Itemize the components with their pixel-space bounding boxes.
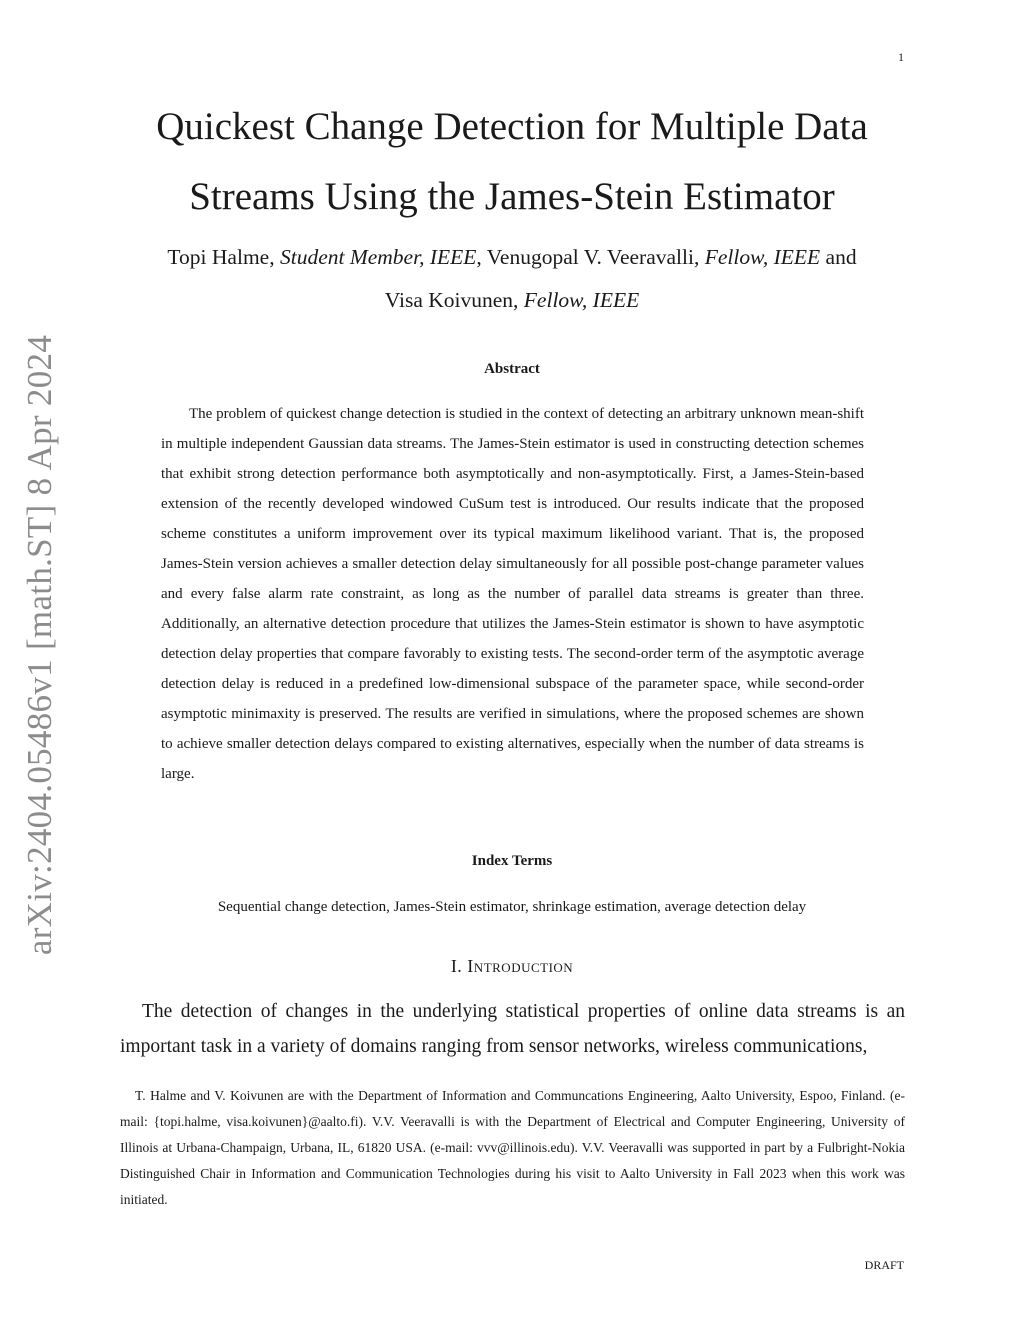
author-affiliation-footnote: T. Halme and V. Koivunen are with the Department of Information and Communcations Engineering, Aalto University, Espoo, Finland. (e-mail: {topi.halme, visa.koivunen}@aalto.fi). V.V. Veeravalli is with the Department of Electrical and Computer Engineering, University of Illinois at Urbana-Champaign, Urbana, IL, 61820 USA. (e-mail: vvv@illinois.edu). V.V. Veeravalli was supported in part by a Fulbright-Nokia Distinguished Chair in Information and Communication Technologies during his visit to Aalto University in Fall 2023 when this work was initiated. (120, 1088, 905, 1207)
author-separator-2: and (820, 245, 857, 269)
page-number: 1 (898, 50, 904, 64)
title-line-2: Streams Using the James-Stein Estimator (189, 175, 835, 218)
author-1-name: Topi Halme, (167, 245, 280, 269)
author-1-role: Student Member, IEEE (279, 245, 477, 269)
index-terms-body: Sequential change detection, James-Stein estimator, shrinkage estimation, average detection delay (217, 899, 807, 915)
author-line-1 (0, 236, 1024, 279)
author-3-role: Fellow, IEEE (523, 288, 640, 312)
author-3-name: Visa Koivunen, (384, 288, 524, 312)
arxiv-side-stamp: arXiv:2404.05486v1 [math.ST] 8 Apr 2024 (20, 334, 59, 956)
author-separator-1: , Venugopal V. Veeravalli, (476, 245, 705, 269)
draft-watermark: DRAFT (864, 1258, 904, 1272)
index-terms-heading: Index Terms (471, 853, 553, 869)
introduction-heading: I. Introduction (450, 956, 574, 976)
abstract-heading: Abstract (484, 361, 540, 377)
introduction-body: The detection of changes in the underlying statistical properties of online data streams is an important task in a variety of domains ranging from sensor networks, wireless communications, (120, 1001, 905, 1057)
author-line-2 (0, 279, 1024, 322)
author-list (0, 236, 1024, 322)
paper-title (0, 92, 1024, 232)
author-2-role: Fellow, IEEE (704, 245, 821, 269)
abstract-body: The problem of quickest change detection is studied in the context of detecting an arbitrary unknown mean-shift in multiple independent Gaussian data streams. The James-Stein estimator is used in constructing detection schemes that exhibit strong detection performance both asymptotically and non-asymptotically. First, a James-Stein-based extension of the recently developed windowed CuSum test is introduced. Our results indicate that the proposed scheme constitutes a uniform improvement over its typical maximum likelihood variant. That is, the proposed James-Stein version achieves a smaller detection delay simultaneously for all possible post-change parameter values and every false alarm rate constraint, as long as the number of parallel data streams is greater than three. Additionally, an alternative detection procedure that utilizes the James-Stein estimator is shown to have asymptotic detection delay properties that compare favorably to existing tests. The second-order term of the asymptotic average detection delay is reduced in a predefined low-dimensional subspace of the parameter space, while second-order asymptotic minimaxity is preserved. The results are verified in simulations, where the proposed schemes are shown to achieve smaller detection delays compared to existing alternatives, especially when the number of data streams is large. (161, 406, 864, 782)
title-line-1: Quickest Change Detection for Multiple Data (156, 105, 868, 148)
